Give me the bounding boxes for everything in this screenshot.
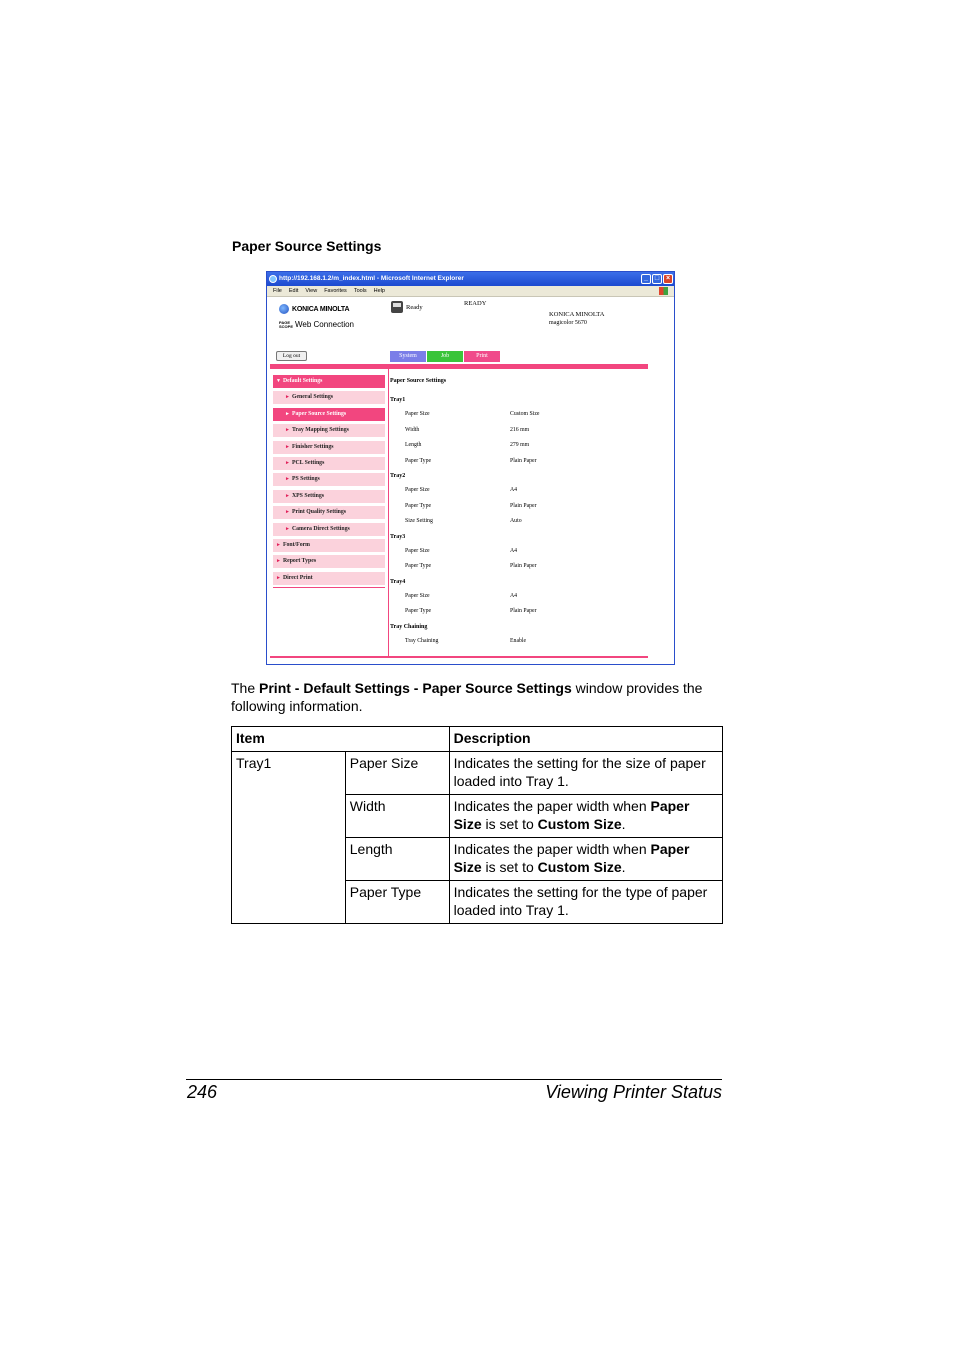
sidebar-item-tray-mapping-settings[interactable] — [273, 424, 385, 437]
setting-value: A4 — [510, 592, 518, 599]
sidebar-item-label: Report Types — [282, 558, 317, 565]
setting-row — [390, 487, 670, 503]
sidebar-item-direct-print[interactable] — [273, 572, 385, 585]
section-heading: Tray2 — [390, 473, 406, 479]
windows-flag-icon — [659, 287, 668, 295]
setting-row — [390, 411, 670, 427]
setting-value: Plain Paper — [510, 608, 537, 614]
vertical-divider — [388, 369, 389, 656]
top-tabs — [390, 351, 500, 362]
sidebar-nav — [273, 375, 385, 588]
sidebar-item-ps-settings[interactable] — [273, 473, 385, 486]
header-item: Item — [232, 727, 450, 752]
setting-value: Plain Paper — [510, 563, 537, 569]
status-value: READY — [464, 300, 487, 307]
printer-status-icon — [391, 301, 403, 313]
content-title: Paper Source Settings — [390, 378, 447, 384]
description-cell — [449, 881, 722, 924]
sidebar-item-label: Font/Form — [282, 541, 310, 548]
description-text: Indicates the paper width when — [453, 841, 651, 857]
setting-row — [390, 458, 670, 474]
setting-row — [390, 563, 670, 579]
settings-sections — [390, 397, 670, 653]
intro-post: window provides the following information. — [231, 680, 703, 714]
section-heading: Paper Source Settings — [232, 238, 382, 254]
description-cell — [449, 838, 722, 881]
description-text: . — [621, 816, 626, 832]
description-text: is set to — [481, 816, 538, 832]
section-heading: Tray Chaining — [390, 623, 428, 630]
status-label: Ready — [406, 304, 423, 311]
bold-term: Custom Size — [537, 816, 622, 832]
arrow-icon: ► — [285, 444, 290, 450]
table-header-row — [232, 727, 723, 752]
arrow-icon: ► — [285, 526, 290, 532]
setting-value: Auto — [510, 518, 522, 524]
setting-key: Paper Size — [405, 547, 430, 554]
description-text: Indicates the setting for the size of paper loaded into Tray 1. — [453, 755, 706, 789]
setting-row — [390, 503, 670, 519]
browser-window — [266, 271, 675, 665]
setting-row — [390, 442, 670, 458]
item-cell: Width — [345, 795, 449, 838]
setting-key: Length — [405, 442, 422, 448]
tab-job[interactable]: Job — [427, 351, 463, 362]
web-page — [267, 298, 674, 664]
sidebar-item-xps-settings[interactable] — [273, 490, 385, 503]
menu-item-view[interactable]: View — [305, 288, 318, 294]
setting-key: Paper Size — [405, 592, 430, 599]
arrow-icon: ► — [276, 559, 281, 565]
item-cell: Paper Type — [345, 881, 449, 924]
sidebar-item-label: PCL Settings — [291, 459, 325, 466]
bold-term: Custom Size — [537, 859, 622, 875]
setting-value: A4 — [510, 487, 518, 493]
sidebar-item-label: Print Quality Settings — [291, 509, 347, 516]
footer-divider — [270, 656, 648, 658]
tab-print[interactable]: Print — [464, 351, 500, 362]
setting-value: Plain Paper — [510, 502, 537, 509]
description-cell — [449, 752, 722, 795]
section-heading: Tray4 — [390, 578, 406, 585]
bold-term: Paper Size — [453, 841, 690, 875]
sidebar-item-report-types[interactable] — [273, 555, 385, 568]
description-text: Indicates the paper width when — [453, 798, 651, 814]
arrow-icon: ► — [285, 411, 290, 417]
sidebar-item-camera-direct-settings[interactable] — [273, 523, 385, 536]
setting-key: Paper Size — [405, 411, 430, 417]
sidebar-item-label: Paper Source Settings — [291, 410, 347, 417]
pagescope-text: Web Connection — [295, 320, 354, 329]
arrow-icon: ► — [285, 493, 290, 499]
setting-row — [390, 518, 670, 534]
ie-icon — [269, 275, 277, 283]
arrow-icon: ► — [285, 477, 290, 483]
section-heading: Tray1 — [390, 397, 406, 403]
brand-logo-text: KONICA MINOLTA — [292, 305, 350, 313]
globe-icon — [279, 304, 289, 314]
logout-button[interactable]: Log out — [276, 351, 307, 361]
sidebar-item-label: Camera Direct Settings — [291, 525, 350, 532]
sidebar-end-rule — [273, 587, 385, 588]
close-icon[interactable]: × — [663, 274, 673, 284]
arrow-icon: ► — [285, 510, 290, 516]
arrow-icon: ► — [285, 395, 290, 401]
window-title: http://192.168.1.2/m_index.html - Microsoft Internet Explorer — [279, 275, 464, 282]
setting-row — [390, 608, 670, 624]
sidebar-item-label: PS Settings — [291, 476, 320, 483]
setting-key: Paper Size — [405, 487, 430, 493]
setting-value: A4 — [510, 547, 518, 554]
arrow-icon: ► — [276, 542, 281, 548]
sidebar-item-paper-source-settings[interactable] — [273, 408, 385, 421]
setting-key: Width — [405, 426, 420, 433]
setting-row — [390, 427, 670, 443]
settings-content — [390, 378, 670, 653]
menu-item-help[interactable]: Help — [373, 288, 385, 294]
setting-row — [390, 593, 670, 609]
sidebar-item-label: General Settings — [291, 394, 334, 401]
setting-value: Enable — [510, 637, 527, 644]
table-body — [232, 752, 723, 924]
header-description: Description — [449, 727, 722, 752]
sidebar-item-general-settings[interactable] — [273, 391, 385, 404]
setting-value: Plain Paper — [510, 457, 537, 464]
page-number: 246 — [187, 1082, 218, 1102]
sidebar-item-label: Direct Print — [282, 574, 313, 581]
intro-paragraph — [231, 679, 723, 715]
maximize-icon[interactable]: □ — [652, 274, 662, 284]
setting-key: Paper Type — [405, 563, 432, 569]
sidebar-item-label: Default Settings — [282, 378, 323, 384]
sidebar-item-finisher-settings[interactable] — [273, 441, 385, 454]
item-cell: Paper Size — [345, 752, 449, 795]
description-text: is set to — [481, 859, 538, 875]
arrow-icon: ► — [285, 428, 290, 434]
sidebar-item-print-quality-settings[interactable] — [273, 506, 385, 519]
description-text: Indicates the setting for the type of paper loaded into Tray 1. — [453, 884, 708, 918]
setting-key: Paper Type — [405, 502, 432, 509]
setting-value: Custom Size — [510, 411, 540, 417]
setting-row — [390, 638, 670, 654]
setting-row — [390, 548, 670, 564]
tab-system[interactable]: System — [390, 351, 426, 362]
description-table — [231, 726, 723, 924]
chapter-title: Viewing Printer Status — [545, 1082, 722, 1102]
item-cell: Length — [345, 838, 449, 881]
arrow-icon: ► — [276, 575, 281, 581]
intro-pre: The — [231, 680, 260, 696]
menu-bar — [267, 286, 674, 297]
setting-key: Tray Chaining — [405, 637, 439, 644]
setting-key: Paper Type — [405, 608, 432, 614]
arrow-icon: ► — [285, 460, 290, 466]
sidebar-item-pcl-settings[interactable] — [273, 457, 385, 470]
sidebar-item-label: Tray Mapping Settings — [291, 427, 349, 434]
konica-minolta-logo — [279, 304, 349, 314]
table-row — [232, 752, 723, 795]
setting-value: 216 mm — [510, 426, 530, 433]
menu-item-edit[interactable]: Edit — [288, 288, 299, 294]
title-bar — [267, 272, 674, 286]
model-name: magicolor 5670 — [549, 320, 587, 326]
description-text: . — [621, 859, 626, 875]
intro-bold: Print - Default Settings - Paper Source Settings — [259, 680, 572, 696]
description-cell — [449, 795, 722, 838]
arrow-icon: ▼ — [276, 379, 281, 384]
setting-key: Size Setting — [405, 518, 433, 524]
model-brand: KONICA MINOLTA — [549, 311, 605, 318]
window-controls — [641, 274, 673, 284]
section-heading: Tray3 — [390, 533, 406, 540]
minimize-icon[interactable]: _ — [641, 274, 651, 284]
pagescope-mark: PAGE SCOPE — [279, 319, 294, 329]
setting-key: Paper Type — [405, 457, 432, 464]
sidebar-item-label: Finisher Settings — [291, 443, 334, 450]
setting-value: 279 mm — [510, 442, 530, 448]
menu-item-favorites[interactable]: Favorites — [324, 288, 347, 294]
sidebar-item-default-settings[interactable] — [273, 375, 385, 388]
menu-item-file[interactable]: File — [273, 288, 282, 294]
bold-term: Paper Size — [453, 798, 690, 832]
footer-rule — [186, 1079, 722, 1080]
header-divider — [270, 364, 648, 369]
menu-item-tools[interactable]: Tools — [353, 288, 367, 294]
sidebar-item-font-form[interactable] — [273, 539, 385, 552]
pagescope-logo — [279, 320, 354, 329]
row-group-cell: Tray1 — [232, 752, 346, 924]
sidebar-item-label: XPS Settings — [291, 492, 325, 499]
